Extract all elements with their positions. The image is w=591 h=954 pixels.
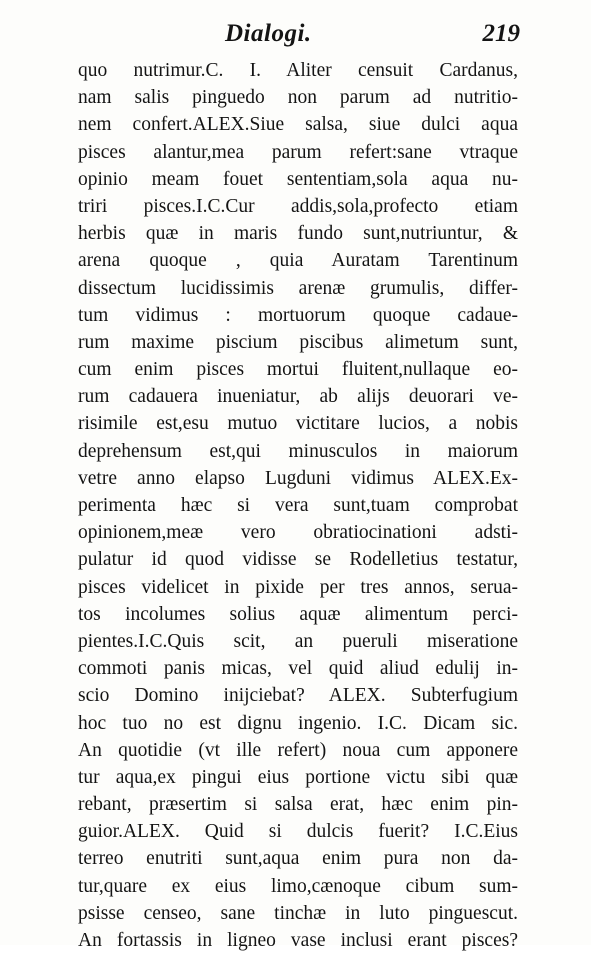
- text-line: pientes.I.C.Quis scit, an pueruli miseratione: [78, 630, 518, 652]
- text-line: perimenta hæc si vera sunt,tuam comprobat: [78, 495, 518, 516]
- body-text: [78, 57, 518, 954]
- text-line: nam salis pinguedo non parum ad nutritio-: [78, 87, 518, 109]
- text-line: triri pisces.I.C.Cur addis,sola,profecto etiam: [78, 195, 518, 217]
- text-line: herbis quæ in maris fundo sunt,nutriuntur, &: [78, 223, 518, 245]
- text-line: pulatur id quod vidisse se Rodelletius testatur,: [78, 549, 518, 571]
- text-line: hoc tuo no est dignu ingenio. I.C. Dicam sic.: [78, 712, 518, 734]
- text-line: vetre anno elapso Lugduni vidimus ALEX.Ex-: [78, 467, 518, 489]
- text-line: rebant, præsertim si salsa erat, hæc enim pin-: [78, 794, 518, 816]
- text-line: tur,quare ex eius limo,cænoque cibum sum-: [78, 875, 518, 897]
- text-line: An quotidie (vt ille refert) noua cum apponere: [78, 739, 518, 761]
- text-line: arena quoque , quia Auratam Tarentinum: [78, 250, 518, 272]
- text-line: scio Domino inijciebat? ALEX. Subterfugium: [78, 685, 518, 707]
- text-line: tum vidimus : mortuorum quoque cadaue-: [78, 304, 518, 326]
- text-line: dissectum lucidissimis arenæ grumulis, differ-: [78, 277, 518, 299]
- text-line: opinionem,meæ vero obratiocinationi adsti-: [78, 522, 518, 544]
- text-line: quo nutrimur.C. I. Aliter censuit Cardanus,: [78, 60, 518, 81]
- text-line: pisces alantur,mea parum refert:sane vtraque: [78, 141, 518, 163]
- text-line: cum enim pisces mortui fluitent,nullaque eo-: [78, 359, 518, 381]
- text-line: nem confert.ALEX.Siue salsa, siue dulci aqua: [78, 114, 518, 136]
- page-header: [80, 14, 520, 54]
- text-line: rum maxime piscium piscibus alimetum sunt,: [78, 331, 518, 353]
- running-head: Dialogi.: [225, 20, 312, 47]
- page-number: 219: [482, 20, 520, 47]
- text-line: tos incolumes solius aquæ alimentum perci-: [78, 603, 518, 625]
- text-line: deprehensum est,qui minusculos in maiorum: [78, 440, 518, 462]
- text-line: An fortassis in ligneo vase inclusi erant pisces?: [78, 930, 518, 951]
- text-line: guior.ALEX. Quid si dulcis fuerit? I.C.Eius: [78, 821, 518, 843]
- text-line: psisse censeo, sane tinchæ in luto pinguescut.: [78, 902, 518, 924]
- text-line: pisces videlicet in pixide per tres annos, serua-: [78, 576, 518, 598]
- text-line: terreo enutriti sunt,aqua enim pura non da-: [78, 848, 518, 870]
- text-line: tur aqua,ex pingui eius portione victu sibi quæ: [78, 766, 518, 788]
- text-line: opinio meam fouet sententiam,sola aqua nu-: [78, 168, 518, 190]
- text-line: risimile est,esu mutuo victitare lucios, a nobis: [78, 413, 518, 435]
- text-line: commoti panis micas, vel quid aliud edulij in-: [78, 658, 518, 680]
- text-line: rum cadauera inueniatur, ab alijs deuorari ve-: [78, 386, 518, 408]
